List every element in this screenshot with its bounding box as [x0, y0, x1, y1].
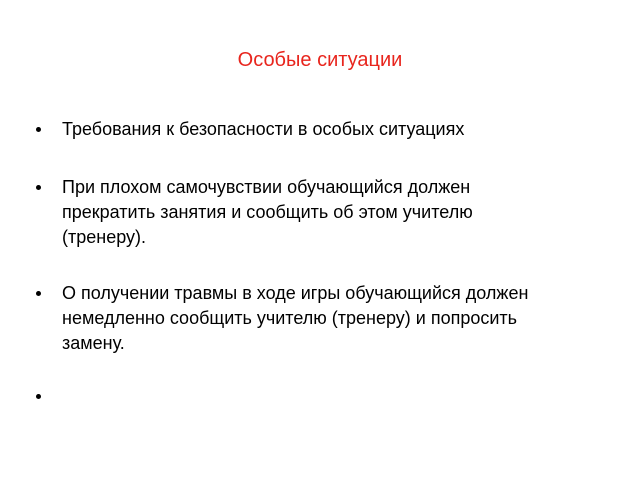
bullet-dot-icon [36, 127, 41, 132]
bullet-item [36, 281, 556, 356]
bullet-item [36, 175, 556, 250]
bullet-dot-icon [36, 291, 41, 296]
bullet-dot-icon [36, 185, 41, 190]
slide-title: Особые ситуации [237, 49, 403, 71]
bullet-text: Требования к безопасности в особых ситуациях [62, 119, 465, 139]
bullet-text: При плохом самочувствии обучающийся должен прекратить занятия и сообщить об этом учителю (тренеру). [62, 177, 473, 247]
bullet-text: О получении травмы в ходе игры обучающийся должен немедленно сообщить учителю (тренеру) и попросить замену. [62, 283, 529, 353]
bullet-item [36, 117, 556, 142]
bullet-dot-icon [36, 394, 41, 399]
